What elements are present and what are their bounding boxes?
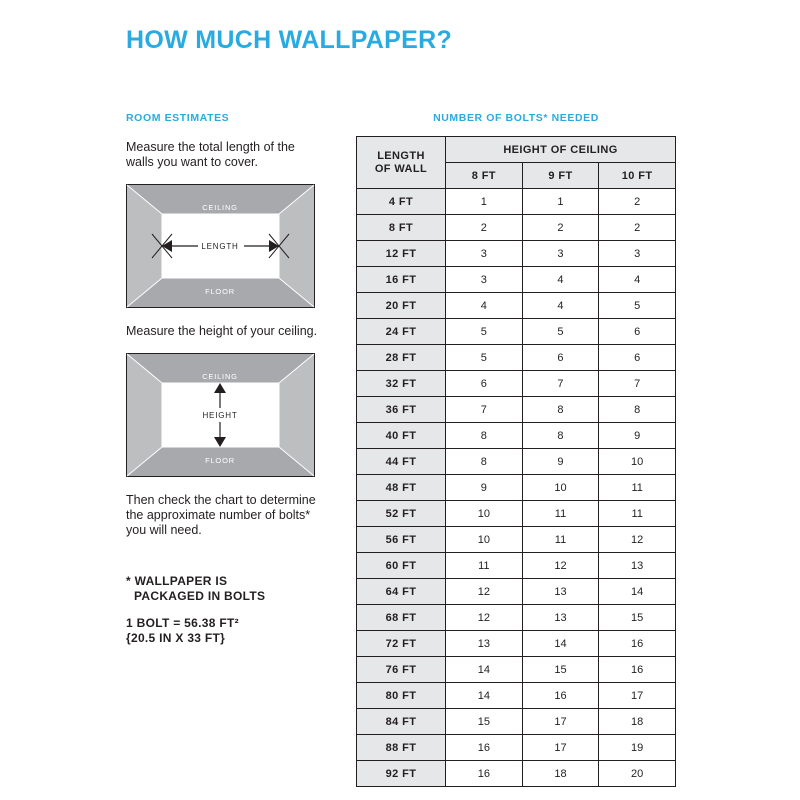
table-row [357, 371, 676, 397]
table-row [357, 267, 676, 293]
corner-label [357, 137, 446, 189]
cell-bolts: 3 [522, 241, 599, 267]
cell-bolts: 16 [446, 735, 523, 761]
cell-bolts: 16 [446, 761, 523, 787]
row-label: 64 FT [357, 579, 446, 605]
row-label: 60 FT [357, 553, 446, 579]
row-label: 24 FT [357, 319, 446, 345]
cell-bolts: 8 [446, 423, 523, 449]
cell-bolts: 12 [446, 605, 523, 631]
table-row [357, 215, 676, 241]
row-label: 88 FT [357, 735, 446, 761]
cell-bolts: 8 [522, 397, 599, 423]
footnote-block [126, 574, 326, 646]
cell-bolts: 12 [446, 579, 523, 605]
svg-text:FLOOR: FLOOR [205, 456, 235, 465]
column-header-8ft: 8 FT [446, 163, 523, 189]
corner-label-line-1: LENGTH [377, 149, 425, 162]
cell-bolts: 6 [599, 319, 676, 345]
row-label: 52 FT [357, 501, 446, 527]
cell-bolts: 10 [522, 475, 599, 501]
cell-bolts: 9 [599, 423, 676, 449]
row-label: 16 FT [357, 267, 446, 293]
cell-bolts: 16 [599, 657, 676, 683]
cell-bolts: 16 [599, 631, 676, 657]
cell-bolts: 13 [446, 631, 523, 657]
step-3-text: Then check the chart to determine the approximate number of bolts* you will need. [126, 493, 316, 537]
table-header-row-group [357, 137, 676, 163]
cell-bolts: 5 [446, 345, 523, 371]
cell-bolts: 14 [599, 579, 676, 605]
cell-bolts: 1 [522, 189, 599, 215]
cell-bolts: 6 [522, 345, 599, 371]
cell-bolts: 11 [599, 475, 676, 501]
cell-bolts: 16 [522, 683, 599, 709]
cell-bolts: 3 [446, 267, 523, 293]
table-row [357, 631, 676, 657]
table-row [357, 735, 676, 761]
cell-bolts: 2 [599, 189, 676, 215]
svg-text:CEILING: CEILING [202, 203, 238, 212]
table-row [357, 709, 676, 735]
row-label: 20 FT [357, 293, 446, 319]
table-row [357, 293, 676, 319]
step-1-text: Measure the total length of the walls you want to cover. [126, 140, 295, 169]
table-row [357, 761, 676, 787]
corner-label-line-2: OF WALL [374, 162, 428, 175]
table-row [357, 553, 676, 579]
cell-bolts: 11 [446, 553, 523, 579]
row-label: 36 FT [357, 397, 446, 423]
row-label: 72 FT [357, 631, 446, 657]
cell-bolts: 15 [446, 709, 523, 735]
cell-bolts: 8 [522, 423, 599, 449]
cell-bolts: 5 [522, 319, 599, 345]
cell-bolts: 15 [599, 605, 676, 631]
svg-text:CEILING: CEILING [202, 372, 238, 381]
cell-bolts: 9 [522, 449, 599, 475]
room-estimates-column [126, 112, 326, 646]
cell-bolts: 17 [522, 735, 599, 761]
row-label: 56 FT [357, 527, 446, 553]
row-label: 12 FT [357, 241, 446, 267]
cell-bolts: 7 [599, 371, 676, 397]
row-label: 28 FT [357, 345, 446, 371]
row-label: 84 FT [357, 709, 446, 735]
cell-bolts: 18 [599, 709, 676, 735]
row-label: 44 FT [357, 449, 446, 475]
cell-bolts: 13 [522, 579, 599, 605]
table-body [357, 189, 676, 787]
cell-bolts: 12 [522, 553, 599, 579]
table-row [357, 501, 676, 527]
section-heading-room-estimates: ROOM ESTIMATES [126, 112, 230, 124]
cell-bolts: 2 [599, 215, 676, 241]
cell-bolts: 9 [446, 475, 523, 501]
table-header [357, 137, 676, 189]
cell-bolts: 2 [522, 215, 599, 241]
cell-bolts: 17 [522, 709, 599, 735]
table-row [357, 423, 676, 449]
step-2-text: Measure the height of your ceiling. [126, 324, 318, 338]
footnote-line-4: {20.5 IN X 33 FT} [126, 631, 226, 645]
cell-bolts: 18 [522, 761, 599, 787]
cell-bolts: 14 [446, 683, 523, 709]
cell-bolts: 11 [522, 527, 599, 553]
table-row [357, 683, 676, 709]
cell-bolts: 3 [446, 241, 523, 267]
cell-bolts: 19 [599, 735, 676, 761]
table-row [357, 527, 676, 553]
cell-bolts: 13 [599, 553, 676, 579]
diagram-length [126, 184, 315, 308]
cell-bolts: 10 [446, 501, 523, 527]
row-label: 8 FT [357, 215, 446, 241]
table-row [357, 319, 676, 345]
cell-bolts: 17 [599, 683, 676, 709]
row-label: 80 FT [357, 683, 446, 709]
cell-bolts: 10 [599, 449, 676, 475]
cell-bolts: 7 [522, 371, 599, 397]
cell-bolts: 1 [446, 189, 523, 215]
cell-bolts: 4 [522, 293, 599, 319]
table-row [357, 605, 676, 631]
cell-bolts: 5 [446, 319, 523, 345]
cell-bolts: 3 [599, 241, 676, 267]
diagram-height [126, 353, 315, 477]
cell-bolts: 12 [599, 527, 676, 553]
cell-bolts: 4 [599, 267, 676, 293]
row-label: 40 FT [357, 423, 446, 449]
column-header-10ft: 10 FT [599, 163, 676, 189]
row-label: 32 FT [357, 371, 446, 397]
footnote-line-3: 1 BOLT = 56.38 FT² [126, 616, 239, 630]
svg-text:LENGTH: LENGTH [201, 242, 239, 251]
page-title: HOW MUCH WALLPAPER? [126, 26, 453, 54]
cell-bolts: 4 [522, 267, 599, 293]
row-label: 76 FT [357, 657, 446, 683]
cell-bolts: 6 [446, 371, 523, 397]
cell-bolts: 11 [522, 501, 599, 527]
table-title: NUMBER OF BOLTS* NEEDED [433, 112, 599, 124]
cell-bolts: 7 [446, 397, 523, 423]
cell-bolts: 10 [446, 527, 523, 553]
svg-text:FLOOR: FLOOR [205, 287, 235, 296]
row-label: 92 FT [357, 761, 446, 787]
cell-bolts: 14 [522, 631, 599, 657]
cell-bolts: 20 [599, 761, 676, 787]
svg-text:HEIGHT: HEIGHT [202, 411, 238, 420]
table-row [357, 345, 676, 371]
footnote-line-1: * WALLPAPER IS [126, 574, 228, 588]
cell-bolts: 6 [599, 345, 676, 371]
table-row [357, 397, 676, 423]
cell-bolts: 2 [446, 215, 523, 241]
table-row [357, 189, 676, 215]
column-header-9ft: 9 FT [522, 163, 599, 189]
table-row [357, 579, 676, 605]
cell-bolts: 8 [599, 397, 676, 423]
cell-bolts: 4 [446, 293, 523, 319]
table-row [357, 475, 676, 501]
cell-bolts: 5 [599, 293, 676, 319]
row-label: 48 FT [357, 475, 446, 501]
bolts-table-section [356, 112, 676, 787]
footnote-line-2: PACKAGED IN BOLTS [134, 589, 266, 603]
bolts-table [356, 136, 676, 787]
cell-bolts: 13 [522, 605, 599, 631]
table-row [357, 241, 676, 267]
row-label: 68 FT [357, 605, 446, 631]
cell-bolts: 15 [522, 657, 599, 683]
group-header-height-of-ceiling: HEIGHT OF CEILING [446, 137, 676, 163]
cell-bolts: 8 [446, 449, 523, 475]
row-label: 4 FT [357, 189, 446, 215]
table-row [357, 449, 676, 475]
cell-bolts: 11 [599, 501, 676, 527]
cell-bolts: 14 [446, 657, 523, 683]
table-row [357, 657, 676, 683]
